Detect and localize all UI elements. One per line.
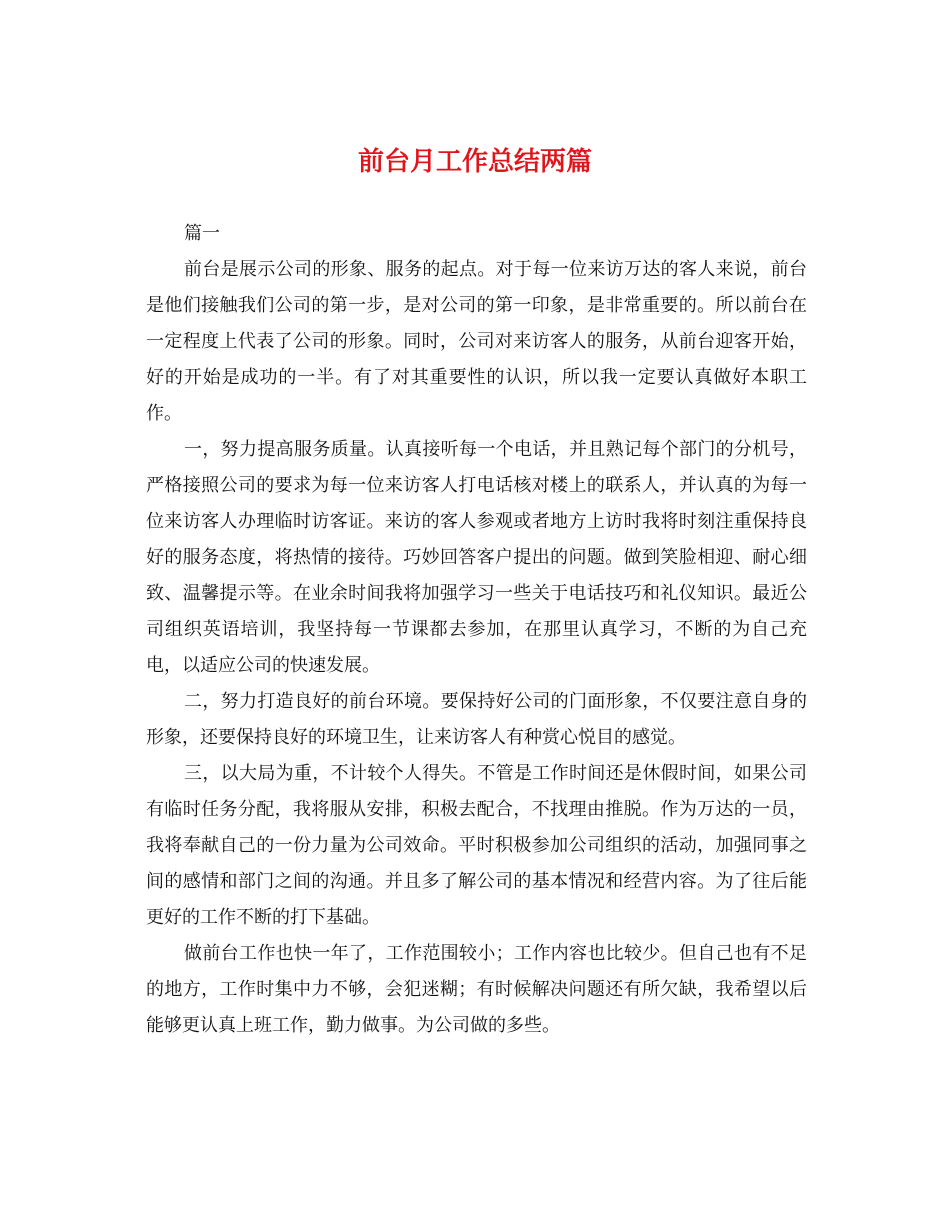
document-body <box>146 216 807 1044</box>
paragraph-intro: 前台是展示公司的形象、服务的起点。对于每一位来访万达的客人来说，前台是他们接触我们公司的第一步，是对公司的第一印象，是非常重要的。所以前台在一定程度上代表了公司的形象。同时，公司对来访客人的服务，从前台迎客开始，好的开始是成功的一半。有了对其重要性的认识，所以我一定要认真做好本职工作。 <box>146 259 807 424</box>
document-title: 前台月工作总结两篇 <box>357 147 592 177</box>
paragraph-point-three: 三，以大局为重，不计较个人得失。不管是工作时间还是休假时间，如果公司有临时任务分配，我将服从安排，积极去配合，不找理由推脱。作为万达的一员，我将奉献自己的一份力量为公司效命。平时积极参加公司组织的活动，加强同事之间的感情和部门之间的沟通。并且多了解公司的基本情况和经营内容。为了往后能更好的工作不断的打下基础。 <box>146 763 807 928</box>
paragraph-point-one: 一，努力提高服务质量。认真接听每一个电话，并且熟记每个部门的分机号，严格接照公司的要求为每一位来访客人打电话核对楼上的联系人，并认真的为每一位来访客人办理临时访客证。来访的客人参观或者地方上访时我将时刻注重保持良好的服务态度，将热情的接待。巧妙回答客户提出的问题。做到笑脸相迎、耐心细致、温馨提示等。在业余时间我将加强学习一些关于电话技巧和礼仪知识。最近公司组织英语培训，我坚持每一节课都去参加，在那里认真学习，不断的为自己充电，以适应公司的快速发展。 <box>146 439 807 676</box>
paragraph-conclusion: 做前台工作也快一年了，工作范围较小；工作内容也比较少。但自己也有不足的地方，工作时集中力不够，会犯迷糊；有时候解决问题还有所欠缺，我希望以后能够更认真上班工作，勤力做事。为公司做的多些。 <box>146 943 807 1036</box>
paragraph-point-two: 二，努力打造良好的前台环境。要保持好公司的门面形象，不仅要注意自身的形象，还要保持良好的环境卫生，让来访客人有种赏心悦目的感觉。 <box>146 691 807 748</box>
section-heading: 篇一 <box>184 223 220 244</box>
